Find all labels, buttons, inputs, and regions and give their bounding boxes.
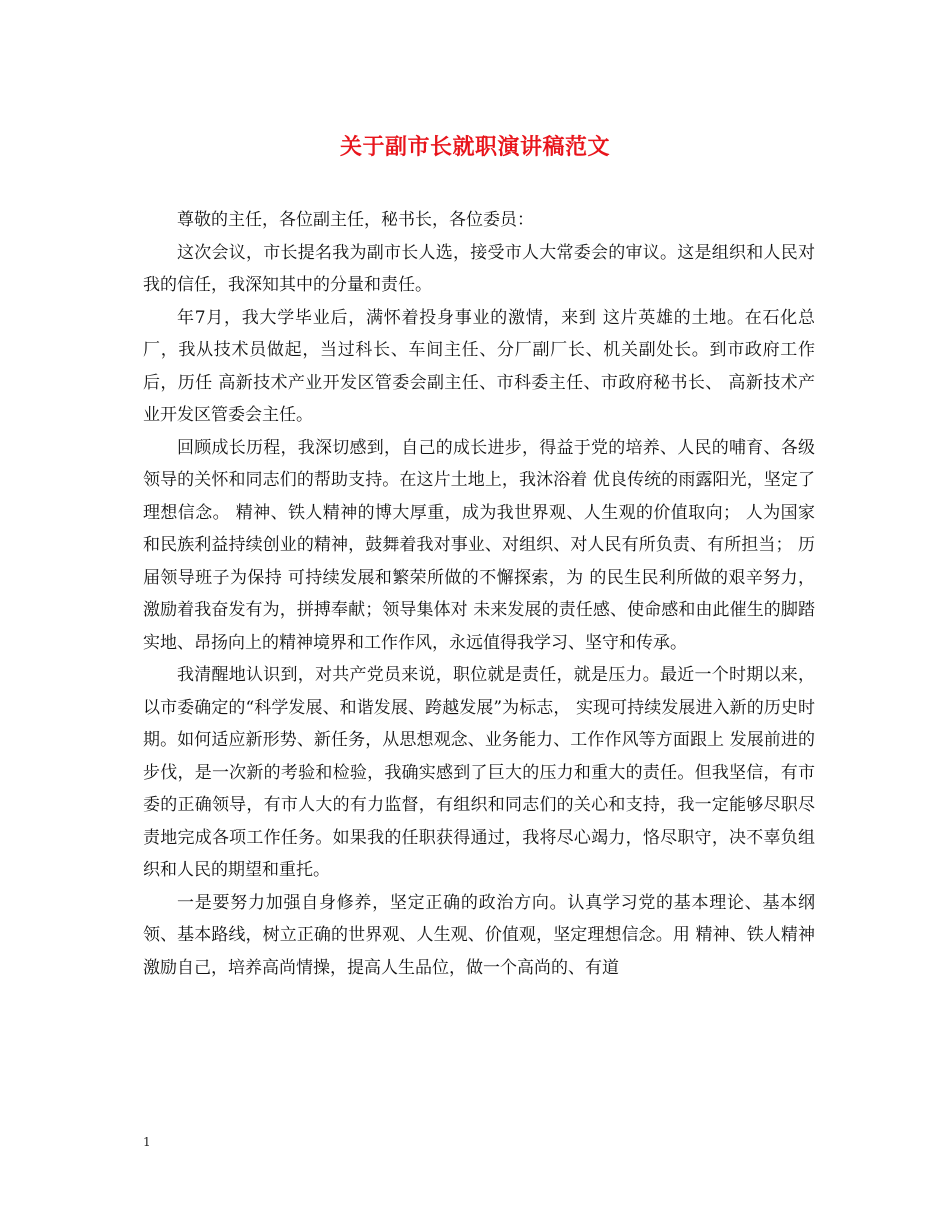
body-paragraph-5: 一是要努力加强自身修养，坚定正确的政治方向。认真学习党的基本理论、基本纲领、基本路线，树立正确的世界观、人生观、价值观，坚定理想信念。用 精神、铁人精神激励自己，培养高尚情操，提高人生品位，做一个高尚的、有道 xyxy=(143,892,815,978)
document-body xyxy=(143,204,815,984)
body-paragraph-1: 这次会议，市长提名我为副市长人选，接受市人大常委会的审议。这是组织和人民对我的信任，我深知其中的分量和责任。 xyxy=(143,242,815,295)
body-paragraph-2: 年7月，我大学毕业后，满怀着投身事业的激情，来到 这片英雄的土地。在石化总厂，我从技术员做起，当过科长、车间主任、分厂副厂长、机关副处长。到市政府工作后，历任 高新技术产业开发区管委会副主任、市科委主任、市政府秘书长、 高新技术产业开发区管委会主任。 xyxy=(143,307,815,425)
salutation-paragraph: 尊敬的主任，各位副主任，秘书长，各位委员： xyxy=(177,210,534,230)
body-paragraph-3: 回顾成长历程，我深切感到，自己的成长进步，得益于党的培养、人民的哺育、各级领导的关怀和同志们的帮助支持。在这片土地上，我沐浴着 优良传统的雨露阳光，坚定了理想信念。 精神、铁人精神的博大厚重，成为我世界观、人生观的价值取向； 人为国家和民族利益持续创业的精神，鼓舞着我对事业、对组织、对人民有所负责、有所担当； 历届领导班子为保持 可持续发展和繁荣所做的不懈探索，为 的民生民利所做的艰辛努力，激励着我奋发有为，拼搏奉献；领导集体对 未来发展的责任感、使命感和由此催生的脚踏实地、昂扬向上的精神境界和工作作风，永远值得我学习、坚守和传承。 xyxy=(143,437,815,653)
document-title: 关于副市长就职演讲稿范文 xyxy=(339,134,610,160)
page-number: 1 xyxy=(143,1135,151,1149)
body-paragraph-4: 我清醒地认识到，对共产党员来说，职位就是责任，就是压力。最近一个时期以来，以市委确定的“科学发展、和谐发展、跨越发展”为标志， 实现可持续发展进入新的历史时期。如何适应新形势、新任务，从思想观念、业务能力、工作作风等方面跟上 发展前进的步伐，是一次新的考验和检验，我确实感到了巨大的压力和重大的责任。但我坚信，有市委的正确领导，有市人大的有力监督，有组织和同志们的关心和支持，我一定能够尽职尽责地完成各项工作任务。如果我的任职获得通过，我将尽心竭力，恪尽职守，决不辜负组织和人民的期望和重托。 xyxy=(143,665,815,880)
